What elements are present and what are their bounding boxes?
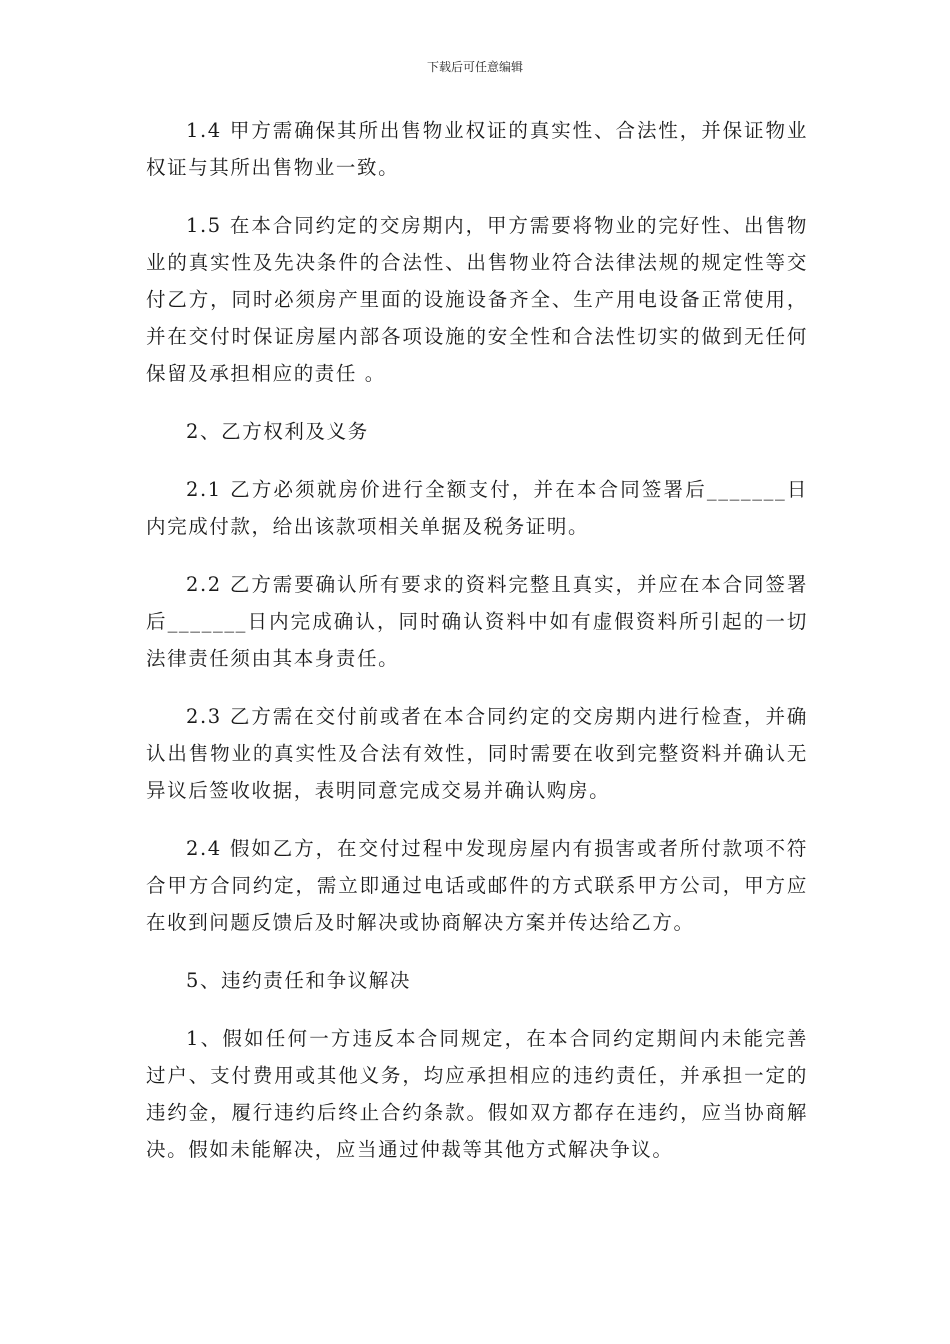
clause-2-4: 2.4 假如乙方，在交付过程中发现房屋内有损害或者所付款项不符合甲方合同约定，需立即通过电话或邮件的方式联系甲方公司，甲方应在收到问题反馈后及时解决或协商解决方案并传达给乙方。	[146, 837, 808, 934]
clause-1-4: 1.4 甲方需确保其所出售物业权证的真实性、合法性，并保证物业权证与其所出售物业一致。	[146, 119, 808, 179]
clause-2-1: 2.1 乙方必须就房价进行全额支付，并在本合同签署后_______日内完成付款，给出该款项相关单据及税务证明。	[146, 478, 808, 538]
clause-breach-1: 1、假如任何一方违反本合同规定，在本合同约定期间内未能完善过户、支付费用或其他义务，均应承担相应的违约责任，并承担一定的违约金，履行违约后终止合约条款。假如双方都存在违约，应当协商解决。假如未能解决，应当通过仲裁等其他方式解决争议。	[146, 1027, 808, 1161]
page-header: 下载后可任意编辑	[426, 60, 523, 74]
document-body	[146, 112, 808, 1189]
clause-2-3: 2.3 乙方需在交付前或者在本合同约定的交房期内进行检查，并确认出售物业的真实性及合法有效性，同时需要在收到完整资料并确认无异议后签收收据，表明同意完成交易并确认购房。	[146, 705, 808, 802]
section-heading-breach: 5、违约责任和争议解决	[186, 969, 412, 992]
clause-1-5: 1.5 在本合同约定的交房期内，甲方需要将物业的完好性、出售物业的真实性及先决条件的合法性、出售物业符合法律法规的规定性等交付乙方，同时必须房产里面的设施设备齐全、生产用电设备正常使用，并在交付时保证房屋内部各项设施的安全性和合法性切实的做到无任何保留及承担相应的责任 。	[146, 214, 808, 385]
clause-2-2: 2.2 乙方需要确认所有要求的资料完整且真实，并应在本合同签署后_______日内完成确认，同时确认资料中如有虚假资料所引起的一切法律责任须由其本身责任。	[146, 573, 808, 670]
section-heading-party-b: 2、乙方权利及义务	[186, 420, 369, 443]
